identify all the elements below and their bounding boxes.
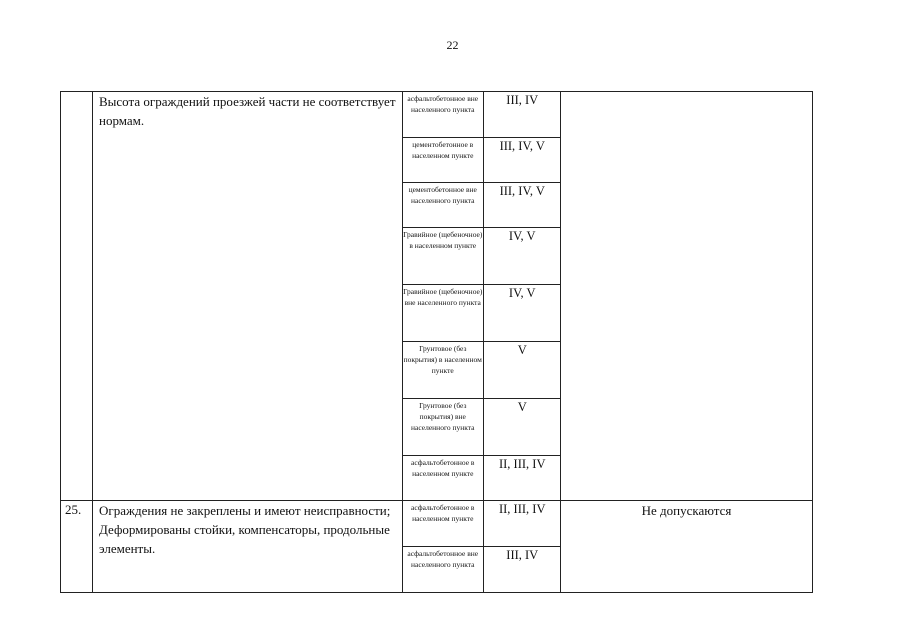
surface-row xyxy=(403,182,561,227)
surface-type: Гравийное (щебеночное) в населенном пункте xyxy=(403,227,483,284)
page-number: 22 xyxy=(446,38,459,52)
surface-category-table xyxy=(403,92,561,500)
road-category: III, IV xyxy=(483,92,561,137)
road-category: V xyxy=(483,398,561,455)
surface-row xyxy=(403,227,561,284)
surface-type: Грунтовое (без покрытия) вне населенного пункта xyxy=(403,398,483,455)
table-row xyxy=(61,92,813,501)
surface-category-cell xyxy=(403,92,561,501)
surface-type: цементобетонное в населенном пункте xyxy=(403,137,483,182)
surface-row xyxy=(403,455,561,500)
surface-type: асфальтобетонное в населенном пункте xyxy=(403,455,483,500)
row-number: 25. xyxy=(61,501,93,593)
defect-description: Высота ограждений проезжей части не соответствует нормам. xyxy=(93,92,403,501)
defect-description: Ограждения не закреплены и имеют неисправности; Деформированы стойки, компенсаторы, продольные элементы. xyxy=(93,501,403,593)
surface-type: цементобетонное вне населенного пункта xyxy=(403,182,483,227)
surface-type: асфальтобетонное вне населенного пункта xyxy=(403,92,483,137)
permissibility: Не допускаются xyxy=(561,501,813,593)
surface-type: асфальтобетонное в населенном пункте xyxy=(403,501,483,546)
surface-row xyxy=(403,284,561,341)
requirements-table xyxy=(60,91,813,593)
permissibility xyxy=(561,92,813,501)
surface-type: Грунтовое (без покрытия) в населенном пункте xyxy=(403,341,483,398)
surface-category-table xyxy=(403,501,561,592)
surface-row xyxy=(403,398,561,455)
surface-category-cell xyxy=(403,501,561,593)
row-number xyxy=(61,92,93,501)
surface-row xyxy=(403,341,561,398)
surface-type: Гравийное (щебеночное) вне населенного пункта xyxy=(403,284,483,341)
surface-row xyxy=(403,92,561,137)
surface-row xyxy=(403,137,561,182)
road-category: V xyxy=(483,341,561,398)
surface-row xyxy=(403,546,561,592)
road-category: IV, V xyxy=(483,284,561,341)
road-category: III, IV, V xyxy=(483,137,561,182)
surface-row xyxy=(403,501,561,546)
road-category: III, IV, V xyxy=(483,182,561,227)
road-category: II, III, IV xyxy=(498,456,546,471)
road-category: II, III, IV xyxy=(483,501,561,546)
surface-type: асфальтобетонное вне населенного пункта xyxy=(403,546,483,592)
road-category: IV, V xyxy=(483,227,561,284)
table-row xyxy=(61,501,813,593)
road-category: III, IV xyxy=(506,547,539,562)
